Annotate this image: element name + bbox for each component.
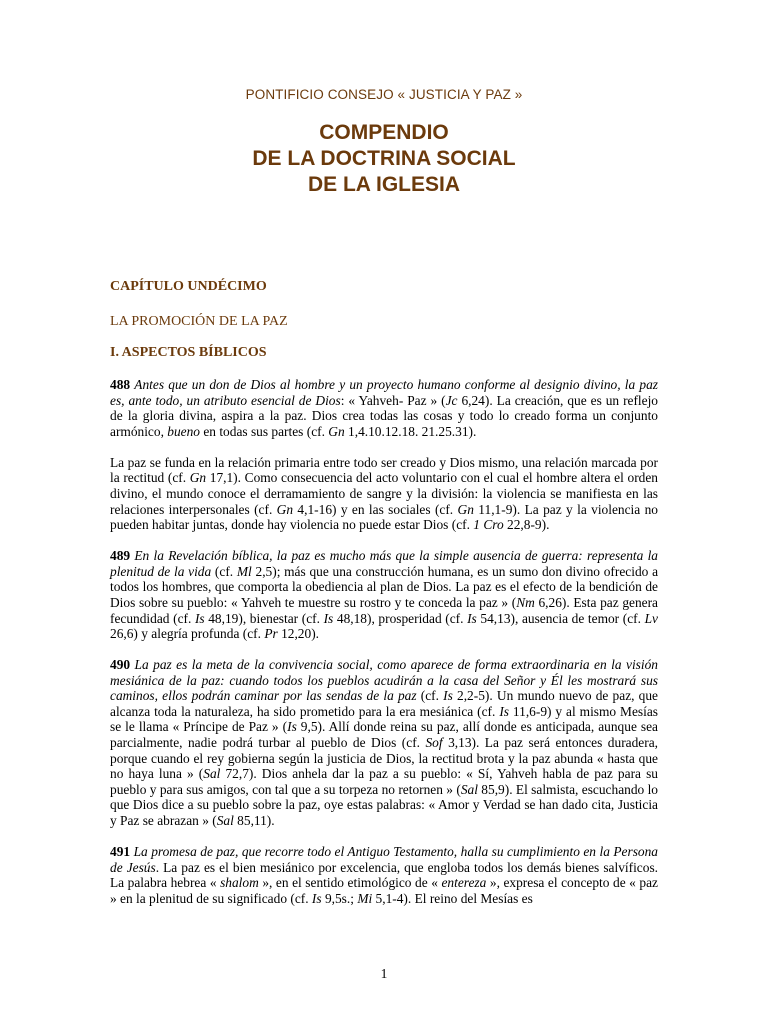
paragraph-text: 85,9). El salmista, escuchando lo que Dios dice a su pueblo sobre la paz, oye estas palabras: « Amor y Verdad se han dado cita, Justicia y Paz se abrazan » ( [110,781,658,829]
italic-text: Gn [189,470,207,486]
paragraph-number: 488 [110,377,131,392]
paragraph-text: . La paz es el bien mesiánico por excelencia, que engloba todos los demás bienes salvíficos. La palabra hebrea « [110,859,658,891]
paragraph-text: 48,18), prosperidad (cf. [333,610,468,626]
paragraph-text: en todas sus partes (cf. [200,423,329,439]
paragraph-text: La paz se funda en la relación primaria entre todo ser creado y Dios mismo, una relación marcada por la rectitud (cf. [110,454,658,486]
document-title [0,120,768,198]
paragraph-text: 54,13), ausencia de temor (cf. [476,610,645,626]
italic-text: Lv [644,610,659,626]
paragraph [110,548,658,642]
italic-text: Sof [425,735,443,751]
paragraph-text: 12,20). [277,626,320,642]
paragraph-text: 72,7). Dios anhela dar la paz a su pueblo: « Sí, Yahveh habla de paz para su pueblo y para sus amigos, con tal que a su torpeza no retornen » ( [110,766,658,797]
paragraph-text: 26,6) y alegría profunda (cf. [110,626,265,642]
italic-text: En la Revelación bíblica, la paz es mucho más que la simple ausencia de guerra: representa la plenitud de la vida [110,548,658,579]
italic-text: Jc [445,392,458,408]
paragraph-text: 17,1). Como consecuencia del acto voluntario con el cual el hombre altera el orden divino, el mundo conoce el derramamiento de sangre y la división: la violencia se manifiesta en las relaciones interpersonales (cf. [110,470,658,517]
title-line-1: COMPENDIO [319,121,449,144]
paragraph-text: 11,1-9). La paz y la violencia no pueden habitar juntas, donde hay violencia no puede estar Dios (cf. [110,501,658,533]
paragraph-text: (cf. [416,688,444,704]
paragraph-text: 2,5); más que una construcción humana, es un sumo don divino ofrecido a todos los hombres, que comporta la obediencia al plan de Dios. La paz es el efecto de la bendición de Dios sobre su pueblo: « Yahveh te muestre su rostro y te conceda la paz » ( [110,563,659,610]
paragraph-text: 22,8-9). [503,517,550,533]
paragraph-text: 2,2-5). Un mundo nuevo de paz, que alcanza toda la naturaleza, ha sido prometido para la era mesiánica (cf. [110,688,658,719]
italic-text: bueno [167,423,200,439]
paragraph-text: 3,13). La paz será entonces duradera, porque cuando el rey gobierna según la justicia de Dios, la rectitud brota y la paz abunda « hasta que no haya luna » ( [110,735,658,782]
title-line-3: DE LA IGLESIA [307,173,461,196]
paragraph-text: 9,5). Allí donde reina su paz, allí donde es anticipada, aunque sea parcialmente, nadie podrá turbar al pueblo de Dios (cf. [110,719,658,751]
section-heading: LA PROMOCIÓN DE LA PAZ [110,314,288,329]
italic-text: Is [467,610,477,626]
paragraph [110,455,658,533]
italic-text: Gn [328,423,345,439]
italic-text: Is [499,703,509,719]
italic-text: La promesa de paz, que recorre todo el Antiguo Testamento, halla su cumplimiento en la Persona de Jesús [110,844,658,875]
italic-text: Nm [516,594,535,610]
paragraph-text: », expresa el concepto de « paz » en la plenitud de su significado (cf. [110,875,658,906]
italic-text: Is [443,688,453,704]
italic-text: Ml [236,563,252,579]
italic-text: shalom [220,875,259,891]
paragraph-number: 489 [110,548,131,564]
paragraph-text: 11,6-9) y al mismo Mesías se le llama « Príncipe de Paz » ( [110,703,658,735]
paragraph-text: 85,11). [233,813,275,829]
italic-text: Mi [357,890,373,906]
italic-text: Is [323,610,334,626]
subsection-heading: I. ASPECTOS BÍBLICOS [110,345,267,360]
paragraph-number: 491 [110,844,131,859]
italic-text: Is [311,890,322,906]
paragraph-text: 9,5s.; [321,890,358,906]
italic-text: Sal [203,766,221,782]
title-line-2: DE LA DOCTRINA SOCIAL [252,147,516,170]
italic-text: Gn [276,501,294,517]
italic-text: Sal [216,813,234,829]
paragraph-text: 6,26). Esta paz genera fecundidad (cf. [110,594,658,626]
paragraph-text: 4,1-16) y en las sociales (cf. [293,501,458,517]
paragraph-text: 1,4.10.12.18. 21.25.31). [344,423,477,439]
italic-text: entereza [441,875,487,891]
italic-text: Is [287,719,297,735]
page-number: 1 [380,966,388,981]
paragraph-text: (cf. [211,563,237,579]
italic-text: La paz es la meta de la convivencia social, como aparece de forma extraordinaria en la visión mesiánica de la paz: cuando todos los pueblos acudirán a la casa del Señor y Él les mostrará sus caminos, ellos podrán caminar por las sendas de la paz [110,657,658,704]
paragraph-text: 6,24). La creación, que es un reflejo de la gloria divina, aspira a la paz. Dios crea todas las cosas y todo lo creado forma un conjunto armónico, [110,392,659,439]
council-name: PONTIFICIO CONSEJO « JUSTICIA Y PAZ » [245,87,523,102]
paragraph [110,657,658,829]
italic-text: Is [194,610,205,626]
paragraph-text: : « Yahveh- Paz » ( [340,392,446,408]
italic-text: Sal [460,781,478,797]
body-text [110,377,658,922]
italic-text: Pr [264,626,278,642]
paragraph [110,377,658,439]
paragraph [110,844,658,906]
paragraph-text: », en el sentido etimológico de « [258,875,442,891]
italic-text: 1 Cro [473,517,504,533]
italic-text: Gn [457,501,474,517]
paragraph-text: 5,1-4). El reino del Mesías es [372,890,533,906]
chapter-heading: CAPÍTULO UNDÉCIMO [110,279,267,294]
paragraph-text: 48,19), bienestar (cf. [204,610,324,626]
italic-text: Antes que un don de Dios al hombre y un proyecto humano conforme al designio divino, la paz es, ante todo, un atributo esencial de Dios [110,377,658,408]
paragraph-number: 490 [110,657,131,673]
